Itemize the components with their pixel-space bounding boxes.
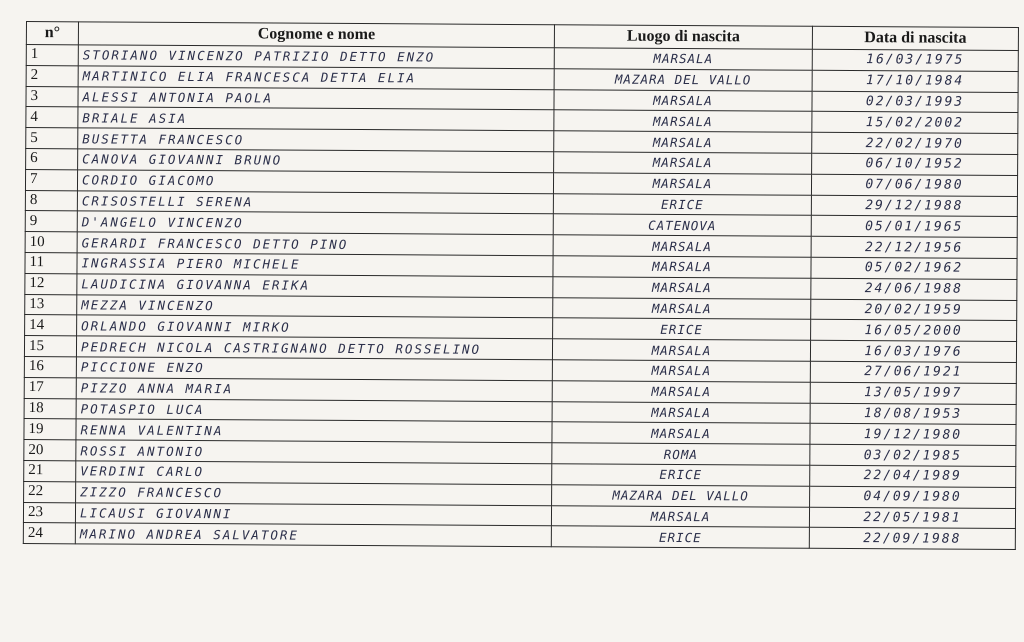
row-number: 24 <box>23 523 75 544</box>
row-birthdate: 15/02/2002 <box>812 112 1018 134</box>
row-birthplace: ROMA <box>552 443 810 465</box>
row-number: 18 <box>24 398 76 419</box>
row-birthplace: MARSALA <box>552 360 810 382</box>
row-number: 8 <box>25 190 77 211</box>
row-birthplace: MARSALA <box>554 48 812 70</box>
row-birthplace: MAZARA DEL VALLO <box>552 484 810 506</box>
row-name: CRISOSTELLI SERENA <box>77 190 553 214</box>
row-birthdate: 16/05/2000 <box>811 320 1017 342</box>
row-number: 20 <box>24 440 76 461</box>
row-name: GERARDI FRANCESCO DETTO PINO <box>77 232 553 256</box>
row-name: MEZZA VINCENZO <box>77 294 553 318</box>
row-name: LICAUSI GIOVANNI <box>75 502 551 526</box>
row-birthplace: MARSALA <box>553 276 811 298</box>
row-birthplace: MARSALA <box>553 256 811 278</box>
row-birthdate: 04/09/1980 <box>810 486 1016 508</box>
row-birthdate: 22/02/1970 <box>812 132 1018 154</box>
header-date: Data di nascita <box>812 26 1018 50</box>
row-name: PIZZO ANNA MARIA <box>76 378 552 402</box>
row-number: 3 <box>26 86 78 107</box>
row-birthdate: 03/02/1985 <box>810 444 1016 466</box>
row-birthplace: MARSALA <box>554 152 812 174</box>
row-birthdate: 27/06/1921 <box>810 361 1016 383</box>
row-birthplace: MARSALA <box>554 110 812 132</box>
row-number: 5 <box>26 128 78 149</box>
row-name: PEDRECH NICOLA CASTRIGNANO DETTO ROSSELINO <box>76 336 552 360</box>
row-birthplace: ERICE <box>553 193 811 215</box>
row-birthdate: 22/04/1989 <box>810 465 1016 487</box>
row-name: MARTINICO ELIA FRANCESCA DETTA ELIA <box>78 66 554 90</box>
row-number: 4 <box>26 107 78 128</box>
row-name: INGRASSIA PIERO MICHELE <box>77 253 553 277</box>
row-name: ROSSI ANTONIO <box>76 440 552 464</box>
row-birthdate: 22/09/1988 <box>809 528 1015 550</box>
row-birthplace: MARSALA <box>554 131 812 153</box>
row-number: 14 <box>25 315 77 336</box>
row-number: 21 <box>24 460 76 481</box>
row-birthplace: MARSALA <box>553 173 811 195</box>
row-birthplace: CATENOVA <box>553 214 811 236</box>
row-birthplace: MAZARA DEL VALLO <box>554 69 812 91</box>
row-name: CORDIO GIACOMO <box>77 170 553 194</box>
row-birthplace: MARSALA <box>554 89 812 111</box>
row-birthdate: 24/06/1988 <box>811 278 1017 300</box>
row-number: 1 <box>26 45 78 66</box>
row-name: STORIANO VINCENZO PATRIZIO DETTO ENZO <box>78 45 554 69</box>
row-birthdate: 29/12/1988 <box>811 195 1017 217</box>
row-name: CANOVA GIOVANNI BRUNO <box>78 149 554 173</box>
row-birthdate: 17/10/1984 <box>812 70 1018 92</box>
row-birthdate: 05/01/1965 <box>811 216 1017 238</box>
row-number: 13 <box>25 294 77 315</box>
row-birthdate: 19/12/1980 <box>810 424 1016 446</box>
row-number: 19 <box>24 419 76 440</box>
row-name: PICCIONE ENZO <box>76 357 552 381</box>
row-name: LAUDICINA GIOVANNA ERIKA <box>77 274 553 298</box>
row-number: 12 <box>25 273 77 294</box>
row-birthplace: MARSALA <box>552 380 810 402</box>
row-number: 11 <box>25 252 77 273</box>
row-birthdate: 13/05/1997 <box>810 382 1016 404</box>
row-birthdate: 22/12/1956 <box>811 236 1017 258</box>
birth-register-table <box>23 21 1019 550</box>
row-name: ORLANDO GIOVANNI MIRKO <box>77 315 553 339</box>
row-number: 16 <box>24 356 76 377</box>
row-birthdate: 16/03/1976 <box>810 340 1016 362</box>
row-birthdate: 20/02/1959 <box>811 299 1017 321</box>
row-birthplace: ERICE <box>553 318 811 340</box>
row-birthplace: MARSALA <box>552 422 810 444</box>
row-birthplace: MARSALA <box>553 235 811 257</box>
row-number: 15 <box>24 336 76 357</box>
row-name: D'ANGELO VINCENZO <box>77 211 553 235</box>
row-number: 17 <box>24 377 76 398</box>
row-birthdate: 07/06/1980 <box>811 174 1017 196</box>
row-number: 2 <box>26 65 78 86</box>
row-birthplace: MARSALA <box>553 297 811 319</box>
row-birthdate: 05/02/1962 <box>811 257 1017 279</box>
row-number: 22 <box>24 481 76 502</box>
row-number: 7 <box>25 169 77 190</box>
row-birthdate: 22/05/1981 <box>809 507 1015 529</box>
row-name: RENNA VALENTINA <box>76 419 552 443</box>
row-number: 9 <box>25 211 77 232</box>
row-birthplace: ERICE <box>552 464 810 486</box>
row-birthplace: MARSALA <box>552 339 810 361</box>
row-number: 23 <box>23 502 75 523</box>
header-number: n° <box>26 22 78 45</box>
row-name: POTASPIO LUCA <box>76 398 552 422</box>
register-rows <box>23 45 1018 550</box>
row-birthdate: 02/03/1993 <box>812 91 1018 113</box>
row-birthplace: ERICE <box>551 526 809 548</box>
row-name: VERDINI CARLO <box>76 461 552 485</box>
row-number: 6 <box>26 148 78 169</box>
row-birthdate: 18/08/1953 <box>810 403 1016 425</box>
row-birthdate: 16/03/1975 <box>812 49 1018 71</box>
row-name: ALESSI ANTONIA PAOLA <box>78 86 554 110</box>
row-birthdate: 06/10/1952 <box>812 153 1018 175</box>
row-name: ZIZZO FRANCESCO <box>76 482 552 506</box>
row-number: 10 <box>25 232 77 253</box>
header-place: Luogo di nascita <box>554 25 812 50</box>
header-name: Cognome e nome <box>78 22 554 48</box>
row-birthplace: MARSALA <box>552 401 810 423</box>
row-birthplace: MARSALA <box>551 505 809 527</box>
row-name: BUSETTA FRANCESCO <box>78 128 554 152</box>
row-name: MARINO ANDREA SALVATORE <box>75 523 551 547</box>
row-name: BRIALE ASIA <box>78 107 554 131</box>
